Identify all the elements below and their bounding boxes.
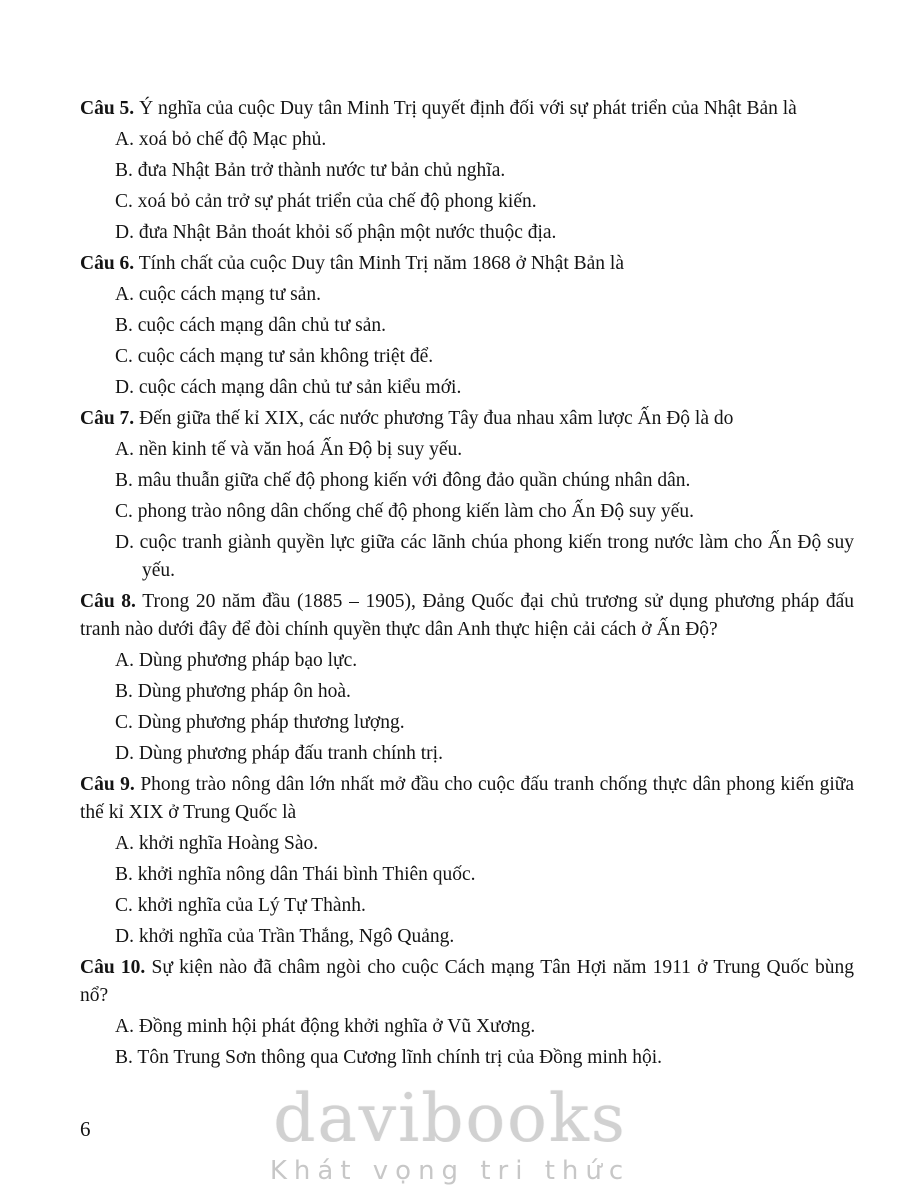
question-text: Tính chất của cuộc Duy tân Minh Trị năm 1868 ở Nhật Bản là [138, 253, 624, 274]
page-number: 6 [80, 1117, 91, 1141]
answer-option-a: A. nền kinh tế và văn hoá Ấn Độ bị suy yếu. [115, 439, 463, 460]
question-stem [80, 250, 854, 278]
answer-option-c: C. Dùng phương pháp thương lượng. [115, 712, 405, 733]
answer-option-a: A. khởi nghĩa Hoàng Sào. [115, 833, 319, 854]
answer-option-a: A. cuộc cách mạng tư sản. [115, 284, 322, 305]
answer-option-b: B. Tôn Trung Sơn thông qua Cương lĩnh chính trị của Đồng minh hội. [115, 1047, 663, 1068]
answer-option-d: D. cuộc tranh giành quyền lực giữa các lãnh chúa phong kiến trong nước làm cho Ấn Độ suy yếu. [115, 532, 854, 581]
answer-option-b: B. mâu thuẫn giữa chế độ phong kiến với đông đảo quần chúng nhân dân. [115, 470, 691, 491]
question-10 [80, 954, 854, 1072]
question-number: Câu 9. [80, 774, 135, 795]
question-list [80, 92, 854, 1072]
question-number: Câu 7. [80, 408, 135, 429]
question-6 [80, 250, 854, 402]
answer-option-d: D. đưa Nhật Bản thoát khỏi số phận một nước thuộc địa. [115, 222, 557, 243]
watermark-tagline: Khát vọng tri thức [269, 1156, 631, 1186]
question-8 [80, 588, 854, 768]
question-stem [80, 95, 854, 123]
answer-option-a: A. Đồng minh hội phát động khởi nghĩa ở Vũ Xương. [115, 1016, 536, 1037]
question-text: Đến giữa thế kỉ XIX, các nước phương Tây đua nhau xâm lược Ấn Độ là do [139, 408, 734, 429]
question-stem [80, 405, 854, 433]
answer-option-c: C. phong trào nông dân chống chế độ phong kiến làm cho Ấn Độ suy yếu. [115, 501, 694, 522]
question-text: Phong trào nông dân lớn nhất mở đầu cho cuộc đấu tranh chống thực dân phong kiến giữa thế kỉ XIX ở Trung Quốc là [80, 774, 855, 823]
answer-option-b: B. đưa Nhật Bản trở thành nước tư bản chủ nghĩa. [115, 160, 506, 181]
question-stem [80, 954, 854, 1010]
question-text: Sự kiện nào đã châm ngòi cho cuộc Cách mạng Tân Hợi năm 1911 ở Trung Quốc bùng nổ? [80, 957, 854, 1006]
answer-option-d: D. cuộc cách mạng dân chủ tư sản kiểu mới. [115, 377, 462, 398]
answer-option-b: B. Dùng phương pháp ôn hoà. [115, 681, 351, 702]
answer-option-c: C. khởi nghĩa của Lý Tự Thành. [115, 895, 366, 916]
question-7 [80, 405, 854, 585]
question-number: Câu 8. [80, 591, 136, 612]
question-text: Ý nghĩa của cuộc Duy tân Minh Trị quyết định đối với sự phát triển của Nhật Bản là [139, 98, 797, 119]
answer-option-a: A. Dùng phương pháp bạo lực. [115, 650, 358, 671]
answer-option-a: A. xoá bỏ chế độ Mạc phủ. [115, 129, 327, 150]
question-number: Câu 5. [80, 98, 135, 119]
question-stem [80, 771, 854, 827]
question-5 [80, 95, 854, 247]
answer-option-c: C. cuộc cách mạng tư sản không triệt để. [115, 346, 434, 367]
answer-option-d: D. khởi nghĩa của Trần Thắng, Ngô Quảng. [115, 926, 455, 947]
answer-option-c: C. xoá bỏ cản trở sự phát triển của chế độ phong kiến. [115, 191, 537, 212]
watermark [0, 1080, 900, 1186]
question-number: Câu 10. [80, 957, 146, 978]
question-text: Trong 20 năm đầu (1885 – 1905), Đảng Quốc đại chủ trương sử dụng phương pháp đấu tranh nào dưới đây để đòi chính quyền thực dân Anh thực hiện cải cách ở Ấn Độ? [80, 591, 854, 640]
question-9 [80, 771, 854, 951]
question-number: Câu 6. [80, 253, 135, 274]
watermark-brand-logo: davibooks [273, 1080, 627, 1157]
question-stem [80, 588, 854, 644]
answer-option-d: D. Dùng phương pháp đấu tranh chính trị. [115, 743, 443, 764]
answer-option-b: B. khởi nghĩa nông dân Thái bình Thiên quốc. [115, 864, 476, 885]
answer-option-b: B. cuộc cách mạng dân chủ tư sản. [115, 315, 387, 336]
